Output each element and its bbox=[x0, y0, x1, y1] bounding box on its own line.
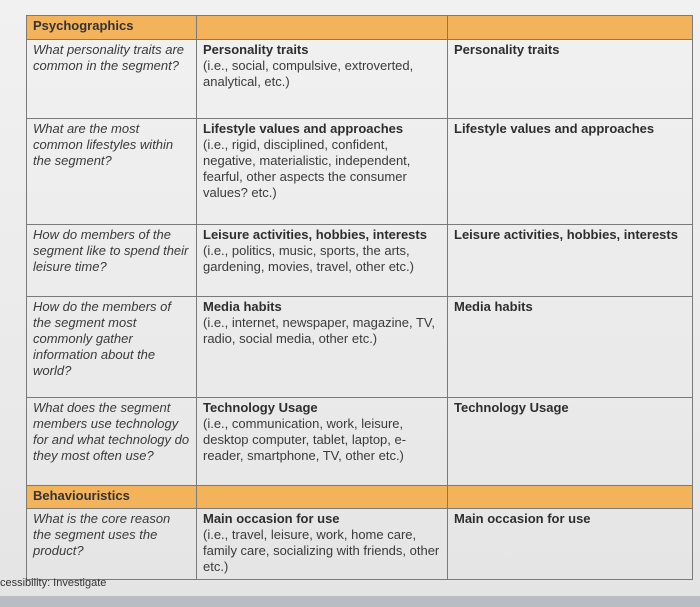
question-text: What is the core reason the segment uses the product? bbox=[33, 511, 171, 558]
criteria-description: (i.e., politics, music, sports, the arts, gardening, movies, travel, other etc.) bbox=[203, 243, 414, 274]
answer-text: Lifestyle values and approaches bbox=[454, 121, 655, 136]
criteria-description: (i.e., social, compulsive, extroverted, analytical, etc.) bbox=[203, 58, 414, 89]
segmentation-table bbox=[26, 15, 693, 580]
question-text: How do members of the segment like to spend their leisure time? bbox=[33, 227, 189, 274]
question-cell bbox=[27, 297, 197, 398]
section-header-psychographics: Psychographics bbox=[27, 16, 197, 40]
accessibility-status[interactable]: cessibility: Investigate bbox=[0, 577, 107, 589]
question-text: What are the most common lifestyles within the segment? bbox=[33, 121, 174, 168]
answer-text: Leisure activities, hobbies, interests bbox=[454, 227, 678, 242]
criteria-title: Personality traits bbox=[203, 42, 309, 57]
criteria-cell bbox=[197, 509, 448, 580]
section-header-blank bbox=[448, 486, 693, 509]
criteria-cell bbox=[197, 225, 448, 297]
criteria-description: (i.e., travel, leisure, work, home care, family care, socializing with friends, other etc.) bbox=[203, 527, 440, 574]
criteria-title: Main occasion for use bbox=[203, 511, 340, 526]
question-text: What personality traits are common in the segment? bbox=[33, 42, 185, 73]
answer-text: Media habits bbox=[454, 299, 533, 314]
answer-text: Personality traits bbox=[454, 42, 560, 57]
section-header-blank bbox=[197, 16, 448, 40]
criteria-cell bbox=[197, 119, 448, 225]
table-row bbox=[27, 398, 693, 486]
question-text: How do the members of the segment most commonly gather information about the world? bbox=[33, 299, 172, 378]
criteria-title: Leisure activities, hobbies, interests bbox=[203, 227, 427, 242]
question-cell bbox=[27, 509, 197, 580]
answer-cell[interactable] bbox=[448, 398, 693, 486]
table-row bbox=[27, 297, 693, 398]
question-cell bbox=[27, 40, 197, 119]
criteria-title: Lifestyle values and approaches bbox=[203, 121, 404, 136]
question-cell bbox=[27, 398, 197, 486]
question-cell bbox=[27, 119, 197, 225]
table-row bbox=[27, 509, 693, 580]
table-row bbox=[27, 40, 693, 119]
criteria-cell bbox=[197, 40, 448, 119]
answer-cell[interactable] bbox=[448, 509, 693, 580]
table-row bbox=[27, 225, 693, 297]
criteria-title: Media habits bbox=[203, 299, 282, 314]
answer-cell[interactable] bbox=[448, 225, 693, 297]
answer-text: Technology Usage bbox=[454, 400, 569, 415]
question-cell bbox=[27, 225, 197, 297]
section-header-behaviouristics: Behaviouristics bbox=[27, 486, 197, 509]
section-header-row bbox=[27, 16, 693, 40]
criteria-description: (i.e., rigid, disciplined, confident, negative, materialistic, independent, fearful, other aspects the consumer values? etc.) bbox=[203, 137, 411, 200]
criteria-description: (i.e., internet, newspaper, magazine, TV, radio, social media, other etc.) bbox=[203, 315, 435, 346]
section-header-blank bbox=[197, 486, 448, 509]
section-header-blank bbox=[448, 16, 693, 40]
answer-cell[interactable] bbox=[448, 297, 693, 398]
question-text: What does the segment members use technology for and what technology do they most often use? bbox=[33, 400, 190, 463]
criteria-description: (i.e., communication, work, leisure, desktop computer, tablet, laptop, e-reader, smartphone, TV, other etc.) bbox=[203, 416, 407, 463]
table-row bbox=[27, 119, 693, 225]
answer-cell[interactable] bbox=[448, 40, 693, 119]
criteria-title: Technology Usage bbox=[203, 400, 318, 415]
answer-cell[interactable] bbox=[448, 119, 693, 225]
criteria-cell bbox=[197, 398, 448, 486]
answer-text: Main occasion for use bbox=[454, 511, 591, 526]
section-header-row bbox=[27, 486, 693, 509]
taskbar bbox=[0, 596, 700, 607]
criteria-cell bbox=[197, 297, 448, 398]
